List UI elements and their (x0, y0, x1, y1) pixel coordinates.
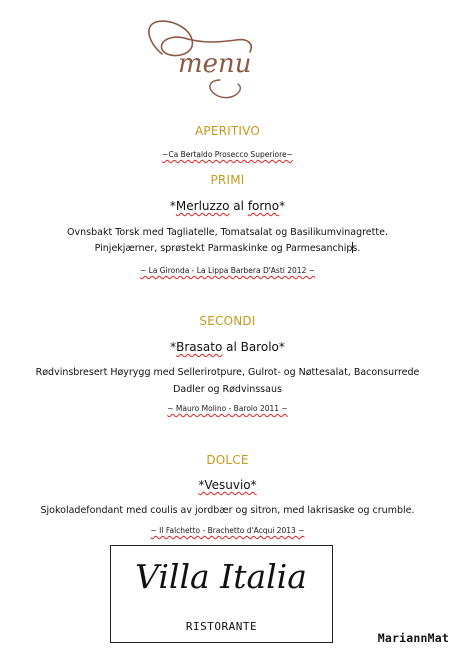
primi-desc-line2 (0, 240, 455, 257)
logo-text: menu (178, 49, 252, 79)
restaurant-sign-box (110, 545, 333, 643)
secondi-wine (0, 404, 455, 413)
primi-desc-line2-text: Pinjekjærner, sprøstekt Parmaskinke og Parmesanchip (94, 243, 353, 254)
section-heading-aperitivo: APERITIVO (194, 124, 261, 138)
section-heading-primi: PRIMI (210, 173, 245, 187)
secondi-dish-title (0, 340, 455, 354)
restaurant-subtitle: RISTORANTE (185, 620, 258, 633)
primi-title-word2: forno (247, 199, 280, 213)
dolce-title-text: *Vesuvio* (198, 478, 257, 492)
section-heading-secondi: SECONDI (199, 314, 256, 328)
secondi-title-mid: al Barolo (222, 340, 279, 354)
primi-title-word: Merluzzo (175, 199, 230, 213)
author-watermark: MariannMat (377, 631, 449, 645)
primi-wine (0, 266, 455, 275)
primi-title-mid: al (229, 199, 248, 213)
primi-title-star-left: * (169, 199, 176, 213)
secondi-title-word: Brasato (176, 340, 223, 354)
menu-logo (134, 14, 260, 106)
dolce-dish-title (0, 478, 455, 492)
restaurant-name: Villa Italia (135, 557, 307, 596)
primi-wine-text: ~ La Gironda - La Lippa Barbera D'Asti 2012 ~ (139, 266, 316, 275)
primi-desc-line1: Ovnsbakt Torsk med Tagliatelle, Tomatsalat og Basilikumvinagrette. (67, 227, 388, 238)
secondi-desc-line2: Dadler og Rødvinssaus (173, 384, 282, 395)
aperitivo-wine (0, 150, 455, 159)
aperitivo-wine-text: ~Ca Bertaldo Prosecco Superiore~ (162, 150, 293, 159)
primi-desc-line2-end: s. (352, 243, 361, 254)
dolce-wine (0, 526, 455, 535)
dolce-wine-text: ~ Il Falchetto - Brachetto d'Acqui 2013 ~ (150, 526, 305, 535)
section-heading-dolce: DOLCE (206, 453, 249, 467)
dolce-desc: Sjokoladefondant med coulis av jordbær og sitron, med lakrisaske og crumble. (40, 505, 415, 516)
secondi-wine-text: ~ Mauro Molino - Barolo 2011 ~ (167, 404, 288, 413)
secondi-title-star-left: * (170, 340, 177, 354)
primi-title-star-right: * (279, 199, 286, 213)
primi-dish-title (0, 199, 455, 213)
secondi-title-star-right: * (278, 340, 285, 354)
secondi-desc-line1: Rødvinsbresert Høyrygg med Sellerirotpure, Gulrot- og Nøttesalat, Baconsurrede (35, 367, 420, 378)
menu-script-logo-icon (134, 14, 260, 106)
